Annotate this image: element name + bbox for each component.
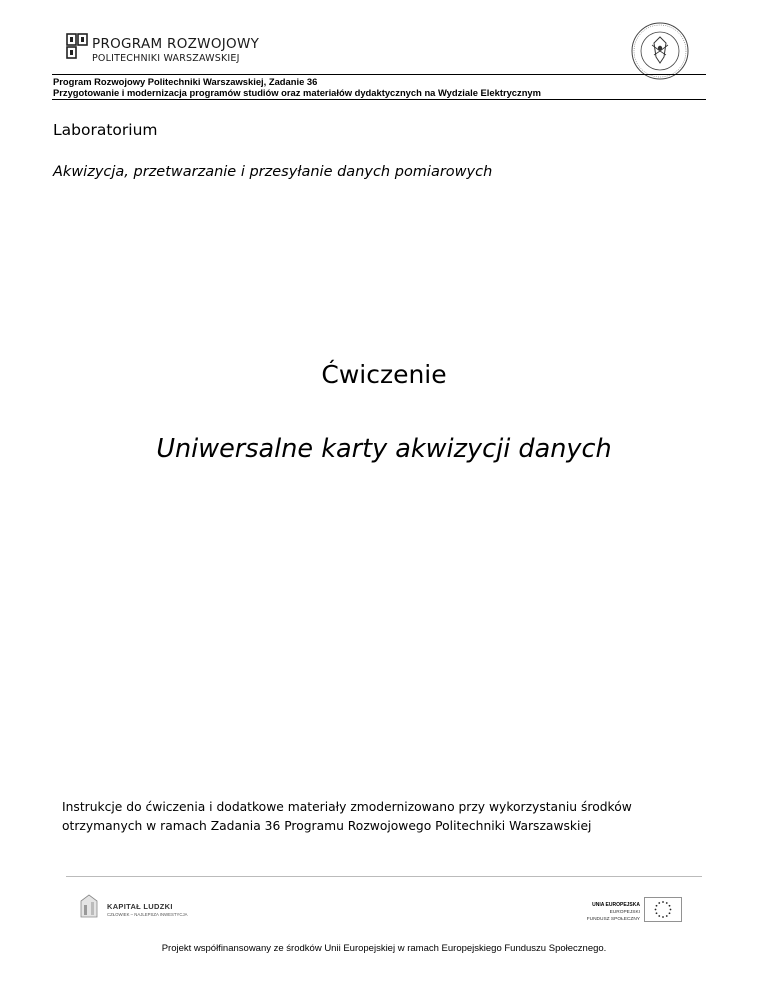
eu-flag-icon — [644, 897, 682, 922]
cofinance-note: Projekt współfinansowany ze środków Unii Europejskiej w ramach Europejskiego Funduszu Społecznego. — [161, 943, 607, 954]
eu-star-icon — [669, 912, 671, 914]
eu-star-icon — [655, 909, 657, 911]
eu-star-icon — [670, 909, 672, 911]
kapital-ludzki-logo-icon — [78, 893, 100, 919]
header-bottom-rule — [52, 99, 706, 100]
ue-fund-line-1: EUROPEJSKI — [609, 910, 640, 915]
ue-label: UNIA EUROPEJSKA — [592, 902, 640, 908]
logo-title: PROGRAM ROZWOJOWY — [92, 36, 260, 52]
eu-star-icon — [666, 902, 668, 904]
eu-star-icon — [658, 915, 660, 917]
header-line-1: Program Rozwojowy Politechniki Warszawskiej, Zadanie 36 — [53, 76, 318, 87]
footer-rule — [66, 876, 702, 877]
eu-star-icon — [658, 902, 660, 904]
lab-label: Laboratorium — [53, 121, 158, 139]
ue-fund-line-2: FUNDUSZ SPOŁECZNY — [586, 917, 640, 922]
eu-star-icon — [662, 916, 664, 918]
logo-subtitle: POLITECHNIKI WARSZAWSKIEJ — [92, 53, 240, 64]
exercise-label: Ćwiczenie — [321, 360, 447, 389]
kapital-ludzki-tagline: CZŁOWIEK – NAJLEPSZA INWESTYCJA — [107, 912, 188, 917]
exercise-title: Uniwersalne karty akwizycji danych — [156, 434, 612, 464]
kapital-ludzki-title: KAPITAŁ LUDZKI — [107, 902, 173, 911]
header-top-rule — [52, 74, 706, 75]
eu-star-icon — [666, 915, 668, 917]
eu-star-icon — [662, 901, 664, 903]
header-line-2: Przygotowanie i modernizacja programów studiów oraz materiałów dydaktycznych na Wydziale Elektrycznym — [53, 87, 541, 98]
university-seal-icon — [630, 21, 690, 81]
eu-star-icon — [656, 905, 658, 907]
eu-star-icon — [669, 905, 671, 907]
funding-note: Instrukcje do ćwiczenia i dodatkowe materiały zmodernizowano przy wykorzystaniu środków otrzymanych w ramach Zadania 36 Programu Rozwojowego Politechniki Warszawskiej — [62, 800, 632, 833]
program-rozwojowy-logo-icon — [66, 33, 88, 59]
lab-subject: Akwizycja, przetwarzanie i przesyłanie danych pomiarowych — [53, 164, 493, 180]
eu-flag-field — [645, 898, 682, 922]
eu-star-icon — [656, 912, 658, 914]
